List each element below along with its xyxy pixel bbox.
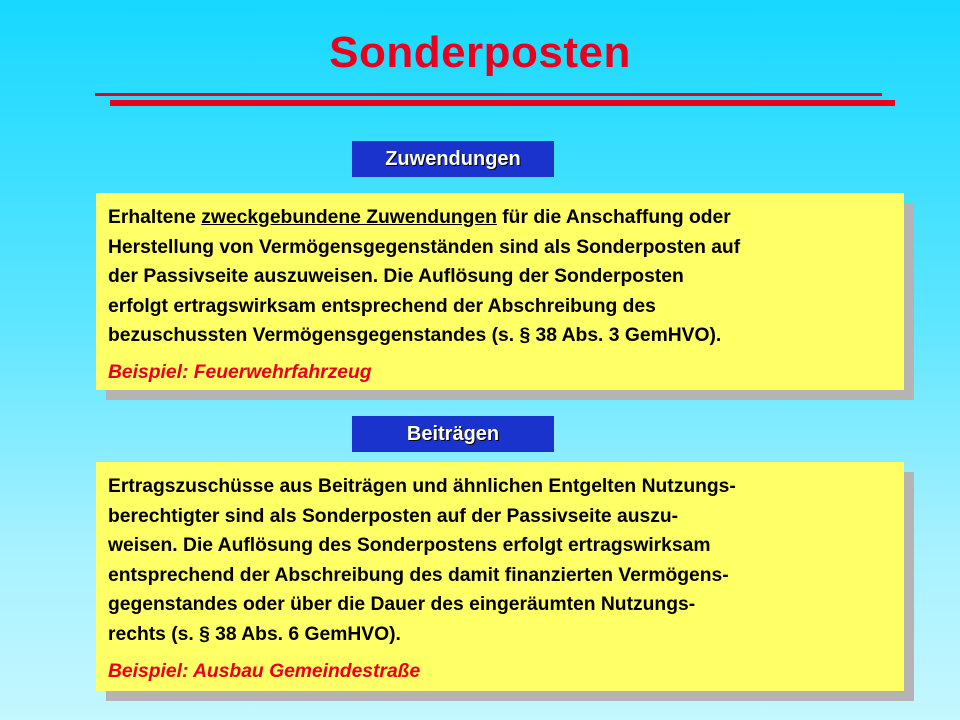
text-line: Ertragszuschüsse aus Beiträgen und ähnlichen Entgelten Nutzungs- bbox=[108, 476, 736, 497]
underlined-term: zweckgebundene Zuwendungen bbox=[201, 207, 497, 228]
card-body bbox=[96, 193, 904, 390]
beitraegen-card bbox=[96, 462, 904, 691]
text-line: Herstellung von Vermögensgegenständen sind als Sonderposten auf bbox=[108, 236, 741, 258]
text-line: der Passivseite auszuweisen. Die Auflösung der Sonderposten bbox=[108, 266, 684, 288]
title-underline-thick bbox=[110, 100, 895, 106]
section-label-zuwendungen: Zuwendungen bbox=[352, 141, 554, 177]
page-title: Sonderposten bbox=[329, 28, 631, 77]
text-segment: Erhaltene bbox=[108, 207, 202, 228]
text-line bbox=[108, 203, 892, 233]
text-line: entsprechend der Abschreibung des damit finanzierten Vermögens- bbox=[108, 564, 729, 586]
example-text: Beispiel: Ausbau Gemeindestraße bbox=[108, 660, 421, 682]
zuwendungen-card bbox=[96, 193, 904, 390]
example-text: Beispiel: Feuerwehrfahrzeug bbox=[108, 361, 372, 383]
text-line: gegenstandes oder über die Dauer des eingeräumten Nutzungs- bbox=[108, 594, 696, 616]
zuwendungen-description bbox=[108, 203, 892, 351]
text-line: erfolgt ertragswirksam entsprechend der Abschreibung des bbox=[108, 295, 656, 317]
beitraegen-description bbox=[108, 472, 892, 650]
section-label-beitraegen: Beiträgen bbox=[352, 416, 554, 452]
text-segment: für die Anschaffung oder bbox=[496, 207, 731, 228]
card-body bbox=[96, 462, 904, 691]
text-line: bezuschussten Vermögensgegenstandes (s. § 38 Abs. 3 GemHVO). bbox=[108, 325, 722, 347]
text-line: weisen. Die Auflösung des Sonderpostens erfolgt ertragswirksam bbox=[108, 535, 711, 557]
text-line: berechtigter sind als Sonderposten auf der Passivseite auszu- bbox=[108, 505, 679, 527]
title-underline-thin bbox=[95, 93, 882, 96]
text-line: rechts (s. § 38 Abs. 6 GemHVO). bbox=[108, 623, 401, 645]
